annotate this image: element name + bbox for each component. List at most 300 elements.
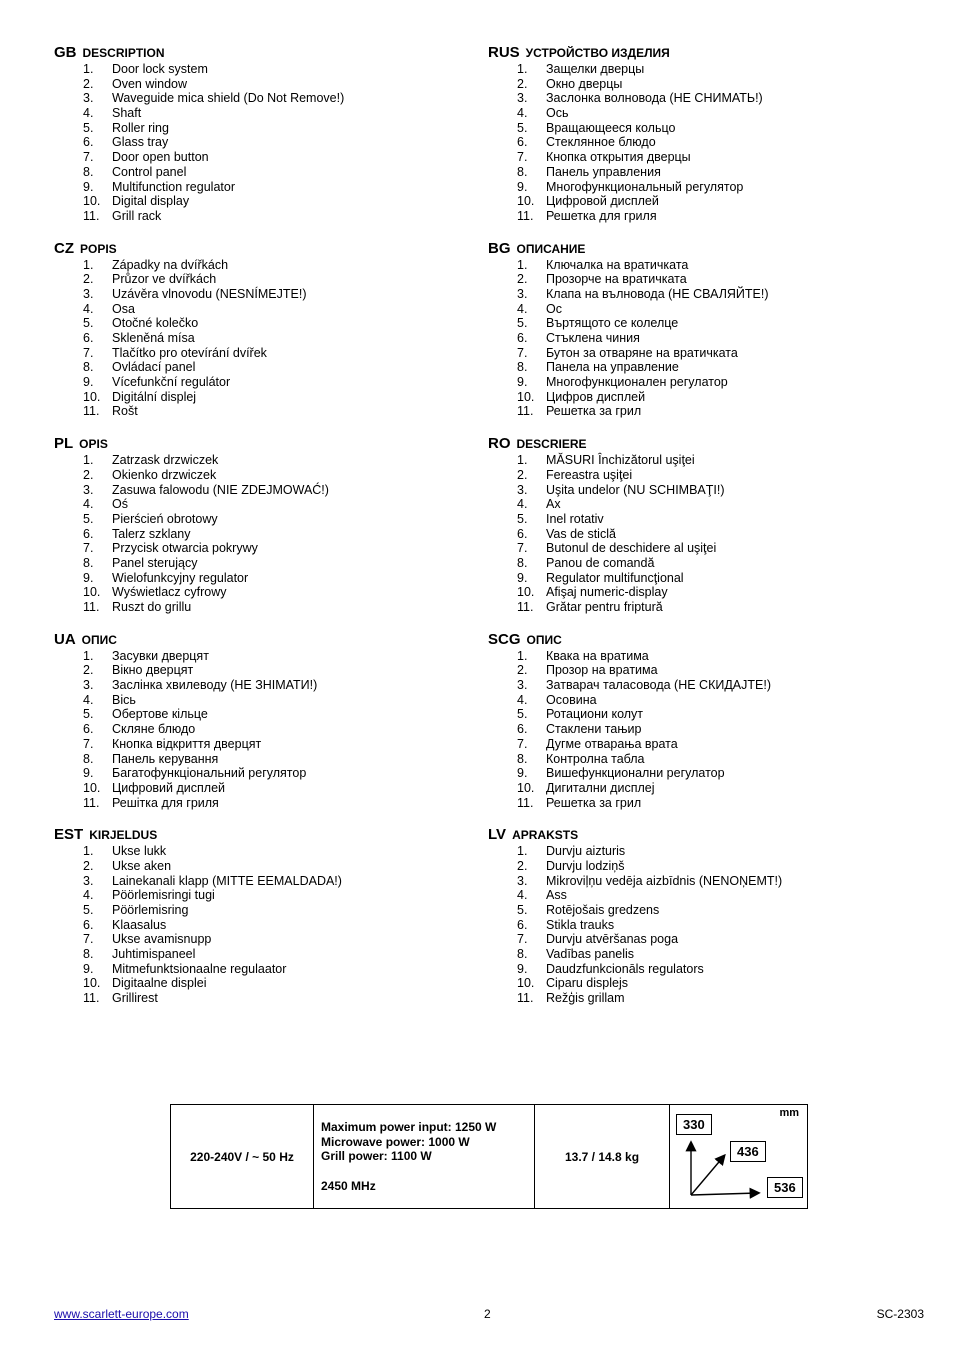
item-label: Skleněná mísa: [112, 331, 195, 345]
item-number: 6.: [517, 917, 528, 932]
item-label: Панела на управление: [546, 360, 679, 375]
item-label: Ciparu displejs: [546, 976, 628, 991]
list-item: [54, 77, 474, 92]
item-label: Pierścień obrotowy: [112, 511, 218, 526]
list-item: [488, 360, 908, 375]
item-label: Ключалка на вратичката: [546, 257, 689, 272]
item-label: Oven window: [112, 76, 188, 91]
list-item: [54, 737, 474, 752]
language-section-rus: [488, 44, 908, 224]
list-item: [488, 180, 908, 195]
list-item: [488, 707, 908, 722]
list-item: [54, 62, 474, 77]
item-label: Въртящото се колелце: [546, 316, 679, 331]
list-item: [54, 796, 474, 811]
item-label: Zasuwa falowodu (NIE ZDEJMOWAĆ!): [112, 482, 329, 497]
height-value: 330: [676, 1114, 712, 1135]
item-number: 11.: [83, 404, 100, 419]
list-item: [488, 135, 908, 150]
item-label: Ruszt do grillu: [112, 600, 192, 614]
list-item: [54, 859, 474, 874]
item-number: 10.: [83, 780, 101, 795]
list-item: [488, 165, 908, 180]
item-label: Багатофункціональний регулятор: [112, 766, 307, 781]
list-item: [54, 722, 474, 737]
item-number: 6.: [83, 135, 94, 150]
item-number: 9.: [83, 179, 94, 194]
item-label: Tlačítko pro otevírání dvířek: [112, 345, 267, 360]
item-label: Скляне блюдо: [112, 722, 196, 737]
list-item: [54, 752, 474, 767]
list-item: [488, 91, 908, 106]
list-item: [54, 150, 474, 165]
item-label: Обертове кільце: [112, 707, 208, 722]
list-item: [54, 258, 474, 273]
item-number: 2.: [83, 858, 94, 873]
item-label: Стъклена чиния: [546, 331, 640, 345]
item-label: Inel rotativ: [546, 511, 604, 526]
frequency: 2450 MHz: [321, 1178, 376, 1193]
item-label: Digitaalne displei: [112, 976, 207, 991]
item-number: 1.: [83, 648, 94, 663]
item-number: 2.: [83, 663, 94, 678]
list-item: [488, 62, 908, 77]
dimensions-cell: [670, 1105, 808, 1209]
item-number: 11.: [83, 991, 100, 1006]
item-number: 4.: [517, 692, 528, 707]
parts-list: [488, 62, 908, 224]
item-number: 7.: [517, 541, 528, 556]
item-number: 6.: [83, 526, 94, 541]
item-label: Rotējošais gredzens: [546, 903, 660, 917]
dimensions-unit: mm: [779, 1107, 799, 1119]
section-title: DESCRIPTION: [82, 46, 165, 60]
item-number: 4.: [517, 497, 528, 512]
section-title: POPIS: [80, 241, 117, 256]
item-label: Talerz szklany: [112, 526, 191, 541]
item-label: Вісь: [112, 692, 136, 707]
item-number: 11.: [517, 600, 534, 614]
item-number: 4.: [517, 301, 528, 316]
item-number: 8.: [83, 164, 94, 179]
item-number: 4.: [83, 106, 94, 121]
list-item: [488, 512, 908, 527]
list-item: [488, 737, 908, 752]
item-label: Ukse lukk: [112, 844, 167, 859]
item-number: 11.: [517, 208, 534, 223]
item-label: Контролна табла: [546, 751, 645, 766]
item-label: Mitmefunktsionaalne regulaator: [112, 961, 287, 976]
item-number: 6.: [517, 135, 528, 150]
list-item: [488, 693, 908, 708]
section-heading: [54, 44, 474, 62]
item-number: 3.: [83, 286, 94, 301]
item-label: Osa: [112, 301, 135, 316]
item-number: 8.: [517, 947, 528, 962]
section-title: ОПИС: [81, 632, 117, 647]
parts-list: [54, 258, 474, 420]
item-number: 8.: [83, 555, 94, 570]
list-item: [54, 541, 474, 556]
parts-list: [54, 62, 474, 224]
item-number: 5.: [517, 707, 528, 722]
item-number: 10.: [83, 389, 101, 404]
list-item: [488, 527, 908, 542]
section-title: DESCRIERE: [516, 437, 587, 452]
item-label: Затварач таласовода (НЕ СКИДАЈТЕ!): [546, 678, 771, 693]
item-label: Door open button: [112, 150, 209, 165]
list-item: [488, 316, 908, 331]
item-label: Дигитални дисплеј: [546, 780, 655, 795]
section-title: ОПИСАНИЕ: [516, 241, 586, 256]
item-number: 5.: [83, 903, 94, 917]
item-number: 9.: [517, 375, 528, 390]
item-label: Režģis grillam: [546, 991, 625, 1006]
section-heading: [488, 631, 908, 649]
item-label: Кнопка відкриття дверцят: [112, 736, 262, 751]
list-item: [54, 287, 474, 302]
item-number: 9.: [517, 570, 528, 585]
item-label: Цифровой дисплей: [546, 194, 659, 209]
item-label: Решетка за грил: [546, 404, 642, 419]
item-label: Průzor ve dvířkách: [112, 272, 217, 287]
item-number: 6.: [83, 917, 94, 932]
list-item: [488, 976, 908, 991]
item-label: Digital display: [112, 194, 190, 209]
item-label: Waveguide mica shield (Do Not Remove!): [112, 91, 345, 106]
item-label: Door lock system: [112, 62, 208, 76]
item-number: 3.: [83, 873, 94, 888]
item-label: Заслонка волновода (НЕ СНИМАТЬ!): [546, 91, 763, 106]
language-section-ua: [54, 631, 474, 811]
item-label: Ос: [546, 301, 562, 316]
grill-power: Grill power: 1100 W: [321, 1149, 432, 1163]
list-item: [488, 722, 908, 737]
item-number: 11.: [517, 404, 534, 419]
item-number: 7.: [517, 345, 528, 360]
section-title: ОПИС: [526, 632, 562, 647]
item-number: 5.: [517, 511, 528, 526]
item-number: 1.: [83, 844, 94, 859]
list-item: [488, 752, 908, 767]
item-label: Panel sterujący: [112, 555, 198, 570]
list-item: [54, 678, 474, 693]
item-label: Roller ring: [112, 120, 169, 135]
list-item: [488, 796, 908, 811]
list-item: [54, 766, 474, 781]
section-heading: [488, 240, 908, 258]
list-item: [488, 121, 908, 136]
section-title: KIRJELDUS: [89, 828, 158, 843]
item-label: Осовина: [546, 692, 597, 707]
item-label: Панель управления: [546, 164, 661, 179]
item-label: Otočné kolečko: [112, 316, 199, 331]
item-label: Oś: [112, 497, 128, 512]
item-number: 5.: [83, 120, 94, 135]
item-number: 4.: [517, 888, 528, 903]
item-number: 7.: [517, 932, 528, 947]
model-number: SC-2303: [876, 1307, 924, 1321]
list-item: [488, 302, 908, 317]
item-label: Стеклянное блюдо: [546, 135, 656, 150]
width-value: 536: [767, 1177, 803, 1198]
item-label: Stikla trauks: [546, 917, 615, 932]
list-item: [488, 766, 908, 781]
item-label: Uzávěra vlnovodu (NESNÍMEJTE!): [112, 286, 307, 301]
list-item: [488, 649, 908, 664]
parts-list: [54, 844, 474, 1006]
item-label: Решітка для гриля: [112, 795, 219, 810]
item-label: Przycisk otwarcia pokrywy: [112, 541, 258, 556]
item-number: 4.: [83, 497, 94, 512]
item-number: 10.: [517, 389, 535, 404]
language-code: PL: [54, 435, 74, 453]
item-number: 2.: [517, 663, 528, 678]
item-number: 3.: [517, 678, 528, 693]
list-item: [488, 932, 908, 947]
item-label: Ukse aken: [112, 858, 172, 873]
spec-table: [170, 1104, 808, 1209]
language-code: UA: [54, 630, 76, 648]
item-number: 7.: [83, 736, 94, 751]
language-code: CZ: [54, 239, 74, 257]
item-label: Okienko drzwiczek: [112, 467, 217, 482]
item-label: Дугме отварања врата: [546, 736, 678, 751]
list-item: [54, 483, 474, 498]
language-section-est: [54, 826, 474, 1006]
item-label: Бутон за отваряне на вратичката: [546, 345, 738, 360]
item-label: Fereastra uşiţei: [546, 467, 633, 482]
item-number: 7.: [83, 345, 94, 360]
voltage-cell: 220-240V / ~ 50 Hz: [171, 1105, 314, 1209]
language-code: RUS: [488, 44, 520, 61]
item-number: 10.: [517, 585, 535, 600]
footer: [54, 1307, 924, 1323]
list-item: [488, 194, 908, 209]
item-label: Lainekanali klapp (MITTE EEMALDADA!): [112, 873, 342, 888]
item-number: 1.: [83, 453, 94, 468]
parts-list: [54, 649, 474, 811]
item-label: Vadības panelis: [546, 947, 635, 962]
item-label: Vas de sticlă: [546, 526, 616, 541]
left-column: [54, 44, 474, 1022]
item-label: Panou de comandă: [546, 555, 655, 570]
parts-list: [488, 258, 908, 420]
list-item: [54, 316, 474, 331]
item-number: 4.: [517, 106, 528, 121]
item-label: Grill rack: [112, 208, 162, 223]
item-number: 11.: [83, 795, 100, 810]
list-item: [488, 874, 908, 889]
item-number: 7.: [83, 932, 94, 947]
list-item: [54, 121, 474, 136]
item-number: 10.: [83, 194, 101, 209]
list-item: [54, 991, 474, 1006]
item-label: Ax: [546, 497, 561, 512]
weight-cell: 13.7 / 14.8 kg: [535, 1105, 670, 1209]
item-number: 11.: [83, 208, 100, 223]
item-label: Zatrzask drzwiczek: [112, 453, 219, 468]
item-label: MĂSURI Închizătorul uşiţei: [546, 453, 695, 468]
list-item: [488, 150, 908, 165]
power-cell: [314, 1105, 535, 1209]
list-item: [54, 903, 474, 918]
list-item: [488, 258, 908, 273]
item-label: Regulator multifuncţional: [546, 570, 684, 585]
item-number: 9.: [83, 570, 94, 585]
list-item: [54, 962, 474, 977]
language-code: BG: [488, 239, 511, 257]
item-number: 6.: [517, 331, 528, 345]
item-number: 11.: [83, 600, 100, 614]
item-number: 8.: [517, 751, 528, 766]
item-label: Control panel: [112, 164, 187, 179]
list-item: [54, 404, 474, 419]
item-number: 10.: [83, 585, 101, 600]
item-number: 10.: [517, 780, 535, 795]
item-number: 1.: [83, 62, 94, 76]
list-item: [54, 556, 474, 571]
list-item: [488, 287, 908, 302]
list-item: [54, 497, 474, 512]
item-number: 1.: [83, 257, 94, 272]
list-item: [488, 781, 908, 796]
language-section-gb: [54, 44, 474, 224]
list-item: [54, 874, 474, 889]
list-item: [488, 571, 908, 586]
item-number: 5.: [517, 903, 528, 917]
microwave-power: Microwave power: 1000 W: [321, 1134, 470, 1149]
item-label: Вишефункционални регулатор: [546, 766, 725, 781]
item-label: Wielofunkcyjny regulator: [112, 570, 249, 585]
item-number: 2.: [83, 467, 94, 482]
list-item: [488, 991, 908, 1006]
list-item: [488, 453, 908, 468]
list-item: [54, 180, 474, 195]
item-label: Защелки дверцы: [546, 62, 645, 76]
list-item: [54, 512, 474, 527]
list-item: [54, 649, 474, 664]
list-item: [54, 468, 474, 483]
parts-list: [488, 649, 908, 811]
item-number: 8.: [517, 164, 528, 179]
item-number: 3.: [517, 286, 528, 301]
item-number: 5.: [83, 316, 94, 331]
parts-list: [488, 453, 908, 615]
language-section-bg: [488, 240, 908, 420]
list-item: [54, 360, 474, 375]
item-number: 8.: [517, 555, 528, 570]
item-label: Daudzfunkcionāls regulators: [546, 961, 704, 976]
section-heading: [54, 826, 474, 844]
language-code: RO: [488, 435, 511, 453]
item-label: Ass: [546, 888, 567, 903]
language-section-lv: [488, 826, 908, 1006]
item-label: Klaasalus: [112, 917, 167, 932]
list-item: [488, 844, 908, 859]
list-item: [488, 106, 908, 121]
item-number: 2.: [83, 76, 94, 91]
list-item: [54, 781, 474, 796]
item-label: Shaft: [112, 106, 142, 121]
item-number: 11.: [517, 795, 534, 810]
item-number: 2.: [517, 467, 528, 482]
list-item: [488, 585, 908, 600]
item-label: Панель керування: [112, 751, 219, 766]
item-number: 1.: [517, 62, 528, 76]
item-label: Wyświetlacz cyfrowy: [112, 585, 227, 600]
list-item: [54, 331, 474, 346]
item-number: 6.: [517, 526, 528, 541]
item-label: Afişaj numeric-display: [546, 585, 668, 600]
item-number: 8.: [83, 360, 94, 375]
list-item: [488, 541, 908, 556]
item-label: Решетка за грил: [546, 795, 642, 810]
list-item: [488, 468, 908, 483]
item-number: 3.: [517, 482, 528, 497]
website-link[interactable]: www.scarlett-europe.com: [54, 1307, 189, 1321]
list-item: [54, 527, 474, 542]
list-item: [488, 483, 908, 498]
item-label: Mikroviļņu vedēja aizbīdnis (NENOŅEMT!): [546, 873, 783, 888]
language-code: LV: [488, 826, 507, 844]
item-number: 2.: [83, 272, 94, 287]
list-item: [488, 918, 908, 933]
list-item: [488, 77, 908, 92]
item-label: Multifunction regulator: [112, 179, 235, 194]
list-item: [488, 678, 908, 693]
item-number: 5.: [517, 316, 528, 331]
depth-value: 436: [730, 1141, 766, 1162]
item-number: 6.: [517, 722, 528, 737]
item-number: 3.: [83, 91, 94, 106]
list-item: [54, 571, 474, 586]
list-item: [54, 346, 474, 361]
item-label: Pöörlemisring: [112, 903, 189, 917]
list-item: [54, 375, 474, 390]
item-number: 1.: [517, 648, 528, 663]
item-label: Ukse avamisnupp: [112, 932, 212, 947]
item-number: 7.: [83, 150, 94, 165]
spec-row: [171, 1105, 808, 1209]
list-item: [54, 693, 474, 708]
item-number: 9.: [83, 375, 94, 390]
item-number: 7.: [517, 150, 528, 165]
page-number: 2: [484, 1307, 491, 1321]
list-item: [54, 932, 474, 947]
language-section-scg: [488, 631, 908, 811]
item-number: 4.: [83, 301, 94, 316]
list-item: [488, 346, 908, 361]
item-number: 5.: [517, 120, 528, 135]
list-item: [54, 91, 474, 106]
list-item: [488, 903, 908, 918]
list-item: [54, 918, 474, 933]
item-label: Вращающееся кольцо: [546, 120, 676, 135]
item-number: 7.: [517, 736, 528, 751]
list-item: [54, 209, 474, 224]
language-section-cz: [54, 240, 474, 420]
list-item: [54, 947, 474, 962]
section-heading: [488, 44, 908, 62]
list-item: [54, 165, 474, 180]
item-number: 3.: [517, 91, 528, 106]
item-label: Uşita undelor (NU SCHIMBAŢI!): [546, 482, 725, 497]
item-label: Ovládací panel: [112, 360, 196, 375]
item-number: 5.: [83, 707, 94, 722]
item-number: 6.: [83, 331, 94, 345]
item-label: Ротациони колут: [546, 707, 644, 722]
